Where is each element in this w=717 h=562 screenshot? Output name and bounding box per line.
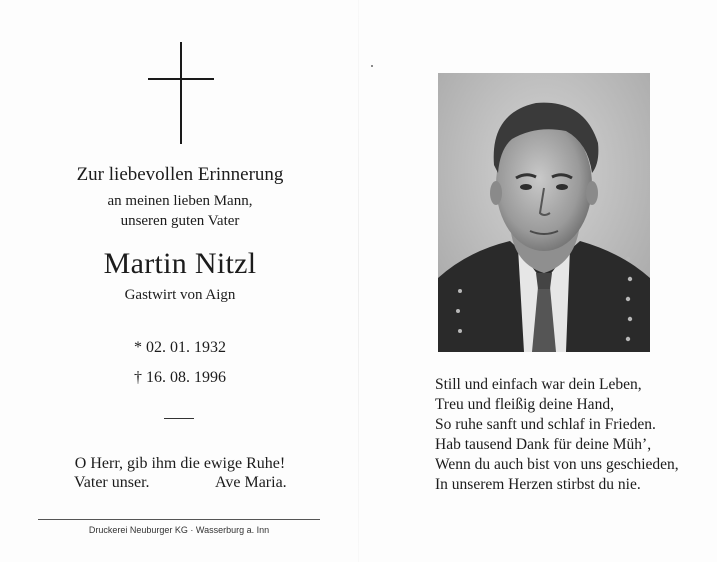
left-panel xyxy=(0,0,358,562)
footer-rule xyxy=(38,519,320,520)
poem-line: Still und einfach war dein Leben, xyxy=(435,376,642,393)
portrait-illustration xyxy=(438,73,650,352)
paper-speck xyxy=(371,65,373,67)
vater-unser-text: Vater unser. xyxy=(74,474,150,491)
ave-maria-text: Ave Maria. xyxy=(215,474,287,491)
poem-line: In unserem Herzen stirbst du nie. xyxy=(435,476,641,493)
printer-credit: Druckerei Neuburger KG · Wasserburg a. Inn xyxy=(88,525,270,535)
poem-line: Treu und fleißig deine Hand, xyxy=(435,396,614,413)
poem-line: Hab tausend Dank für deine Müh’, xyxy=(435,436,652,453)
portrait-photo xyxy=(438,73,650,352)
cross-icon xyxy=(148,42,214,144)
poem-line: So ruhe sanft und schlaf in Frieden. xyxy=(435,416,656,433)
memorial-poem xyxy=(435,375,715,495)
dedication-line-2: unseren guten Vater xyxy=(120,213,240,229)
poem-line: Wenn du auch bist von uns geschieden, xyxy=(435,456,679,473)
prayer-text: O Herr, gib ihm die ewige Ruhe! xyxy=(74,455,286,472)
birth-date: * 02. 01. 1932 xyxy=(134,339,226,356)
death-date: † 16. 08. 1996 xyxy=(134,369,226,386)
right-panel xyxy=(359,0,717,562)
deceased-name: Martin Nitzl xyxy=(103,247,257,280)
occupation: Gastwirt von Aign xyxy=(124,287,236,303)
intro-text: Zur liebevollen Erinnerung xyxy=(76,164,284,185)
divider-dash xyxy=(164,418,194,419)
dedication-line-1: an meinen lieben Mann, xyxy=(107,193,253,209)
